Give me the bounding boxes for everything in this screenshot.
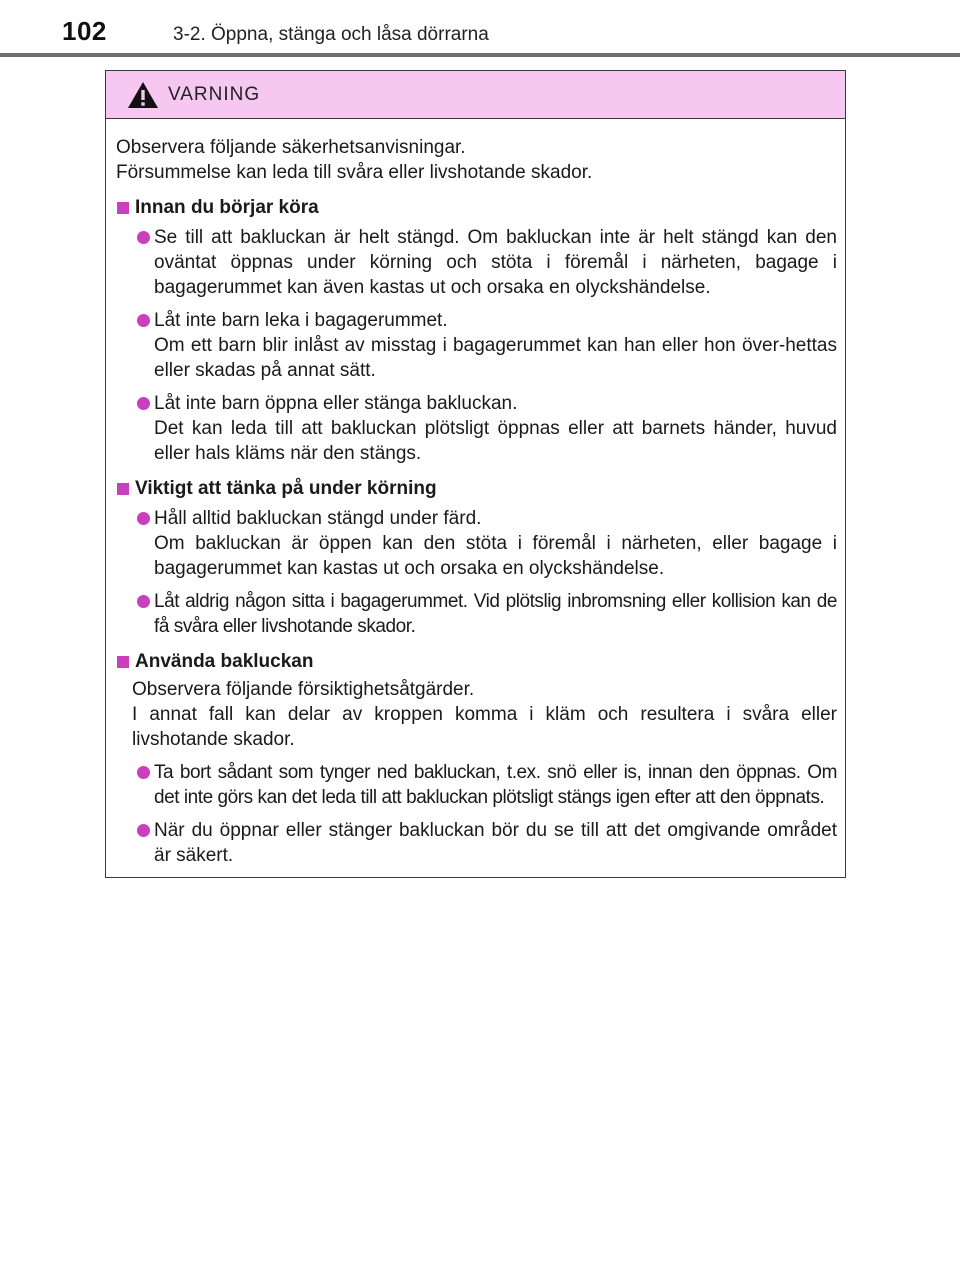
list-item [116, 308, 837, 383]
section-before-driving [116, 195, 837, 466]
section-heading [116, 195, 837, 220]
section-heading [116, 649, 837, 674]
section-intro-line: I annat fall kan delar av kroppen komma i kläm och resultera i svåra eller livshotande skador. [132, 704, 837, 750]
warning-body [106, 119, 845, 868]
list-item [116, 760, 837, 810]
bullet-text: Om bakluckan är öppen kan den stöta i föremål i närheten, eller bagage i bagagerummet kan kastas ut och orsaka en olyckshändelse. [154, 533, 837, 579]
bullet-text: Det kan leda till att bakluckan plötsligt öppnas eller att barnets händer, huvud eller hals kläms när den stängs. [154, 418, 837, 464]
warning-intro [116, 135, 837, 185]
warning-triangle-icon [126, 80, 160, 110]
round-bullet-icon [137, 595, 150, 608]
list-item [116, 589, 837, 639]
round-bullet-icon [137, 824, 150, 837]
warning-box [105, 70, 846, 878]
section-heading-text: Innan du börjar köra [135, 197, 319, 218]
section-heading-text: Viktigt att tänka på under körning [135, 478, 437, 499]
section-using-tailgate [116, 649, 837, 868]
intro-line: Observera följande säkerhetsanvisningar. [116, 137, 466, 158]
list-item [116, 818, 837, 868]
bullet-text: Håll alltid bakluckan stängd under färd. [154, 508, 482, 529]
list-item [116, 225, 837, 300]
round-bullet-icon [137, 766, 150, 779]
section-intro-line: Observera följande försiktighetsåtgärder. [132, 679, 475, 700]
bullet-text: Låt aldrig någon sitta i bagagerummet. Vid plötslig inbromsning eller kollision kan de få svåra eller livshotande skador. [154, 591, 837, 637]
warning-label: VARNING [168, 83, 261, 105]
bullet-text: Om ett barn blir inlåst av misstag i bagagerummet kan han eller hon över-hettas eller skadas på annat sätt. [154, 335, 837, 381]
bullet-text: Låt inte barn öppna eller stänga bakluckan. [154, 393, 518, 414]
round-bullet-icon [137, 314, 150, 327]
section-intro [116, 677, 837, 752]
section-heading [116, 476, 837, 501]
square-bullet-icon [117, 656, 129, 668]
warning-header [106, 71, 845, 119]
section-heading-text: Använda bakluckan [135, 651, 314, 672]
header-rule [0, 53, 960, 57]
page-number: 102 [62, 16, 107, 46]
list-item [116, 506, 837, 581]
bullet-text: Se till att bakluckan är helt stängd. Om bakluckan inte är helt stängd kan den oväntat öppnas under körning och stöta i föremål i närheten, bagage i bagagerummet kan även kastas ut och orsaka en olyckshändelse. [154, 227, 837, 298]
round-bullet-icon [137, 397, 150, 410]
bullet-text: När du öppnar eller stänger bakluckan bör du se till att det omgivande området är säkert. [154, 820, 837, 866]
bullet-text: Låt inte barn leka i bagagerummet. [154, 310, 448, 331]
intro-line: Försummelse kan leda till svåra eller livshotande skador. [116, 162, 593, 183]
section-while-driving [116, 476, 837, 639]
round-bullet-icon [137, 512, 150, 525]
square-bullet-icon [117, 202, 129, 214]
square-bullet-icon [117, 483, 129, 495]
bullet-text: Ta bort sådant som tynger ned bakluckan, t.ex. snö eller is, innan den öppnas. Om det inte görs kan det leda till att bakluckan plötsligt stängs igen efter att den öppnats. [154, 762, 837, 808]
section-title: 3-2. Öppna, stänga och låsa dörrarna [173, 24, 489, 45]
round-bullet-icon [137, 231, 150, 244]
list-item [116, 391, 837, 466]
